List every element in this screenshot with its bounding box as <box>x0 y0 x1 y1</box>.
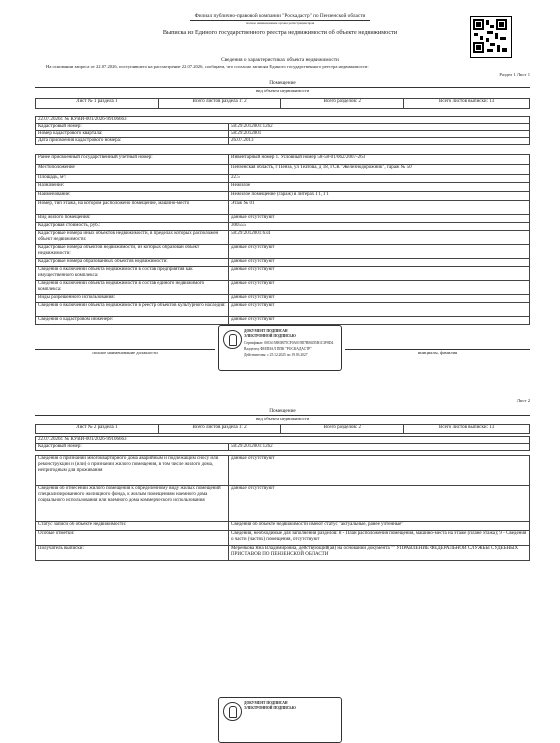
total-extract-sheets: Всего листов выписки: 13 <box>404 425 530 434</box>
stamp-title-2: ЭЛЕКТРОННОЙ ПОДПИСЬЮ <box>244 334 296 338</box>
total-extract-sheets: Всего листов выписки: 13 <box>404 99 530 109</box>
table-row-value: 300555 <box>229 223 530 231</box>
stamp-validity: Действителен: с 25.12.2025 по 19.03.2027 <box>244 353 308 357</box>
table-row-value: данные отсутствуют <box>229 456 530 486</box>
table-row-label: Сведения о кадастровом инженере: <box>36 317 229 325</box>
document-id-table <box>35 116 530 145</box>
characteristics-table <box>35 154 530 325</box>
table-row-value: Нежилое помещение (гараж) в литерах Г1, Г1 <box>229 192 530 201</box>
table-row-label: Кадастровый номер: <box>36 444 229 451</box>
table-row-value: Сведения об объекте недвижимости имеют статус "актуальные, ранее учтенные" <box>229 522 530 531</box>
table-row-label: Кадастровый номер: <box>36 124 229 131</box>
stamp-title-2: ЭЛЕКТРОННОЙ ПОДПИСЬЮ <box>244 706 296 710</box>
total-sections: Всего разделов: 2 <box>281 99 404 109</box>
section-sheet-label: Раздел 1 Лист 1 <box>499 72 530 77</box>
signature-position-caption: полное наименование должности <box>92 350 158 355</box>
electronic-signature-stamp <box>218 325 342 371</box>
table-row-value: данные отсутствуют <box>229 486 530 522</box>
emblem-icon <box>223 702 242 721</box>
electronic-signature-stamp-2 <box>218 697 342 743</box>
registry-org-caption: полное наименование органа регистрации прав <box>245 21 315 25</box>
table-row-value: данные отсутствуют <box>229 295 530 303</box>
object-type: Помещение <box>269 80 296 86</box>
registry-org-name: Филиал публично-правовой компании "Роскадастр" по Пензенской области <box>194 13 366 19</box>
sheet-info-table <box>35 98 530 109</box>
table-row-label: Сведения о признании многоквартирного дома аварийным и подлежащим сносу или реконструкции и (или) о признании жилого помещения, в том числе жилого дома, непригодным для проживания <box>36 456 229 486</box>
table-row-label: Кадастровые номера образованных объектов недвижимости: <box>36 259 229 267</box>
table-row-label: Кадастровая стоимость, руб.: <box>36 223 229 231</box>
table-row-label: Сведения о включении объекта недвижимости в состав единого недвижимого комплекса: <box>36 281 229 295</box>
table-row-label: Сведения об отнесении жилого помещения к определенному виду жилых помещений специализированного жилищного фонда, к жилым помещениям наемного дома социального использования или наемного дома коммерческого использования <box>36 486 229 522</box>
signature-name-caption: инициалы, фамилия <box>417 350 458 355</box>
sheet-info-table-2 <box>35 424 530 434</box>
table-row-value: 58:29:2012001:1262 <box>229 444 530 451</box>
table-row-value: Пензенская область, г Пенза, ул Театова, д 18, ГСК "Железнодорожник", гараж № 50 <box>229 165 530 175</box>
table-row-label: Кадастровые номера объектов недвижимости, из которых образован объект недвижимости: <box>36 245 229 259</box>
emblem-icon <box>223 330 242 349</box>
object-type-caption-2: вид объекта недвижимости <box>255 416 310 421</box>
table-row-label: Виды разрешенного использования: <box>36 295 229 303</box>
table-row-value: данные отсутствуют <box>229 281 530 295</box>
table-row-value: данные отсутствуют <box>229 267 530 281</box>
total-sections: Всего разделов: 2 <box>281 425 404 434</box>
stamp-certificate: Сертификат: 00С6158E0B75CF0A019D7BE6D5B1C3F8D4 <box>244 341 334 345</box>
page-2-label: Лист 2 <box>516 398 530 403</box>
document-id: 22.07.2026г. № КУВИ-001/2026-99106663 <box>36 117 530 124</box>
table-row-value: Этаж № 01 <box>229 201 530 215</box>
qr-code-icon <box>470 16 512 58</box>
table-row-value: данные отсутствуют <box>229 317 530 325</box>
table-row-value: Нежилое <box>229 183 530 192</box>
table-row-label: Номер кадастрового квартала: <box>36 131 229 138</box>
table-row-label: Ранее присвоенный государственный учетный номер: <box>36 155 229 165</box>
document-id: 22.07.2026г. № КУВИ-001/2026-99106663 <box>36 437 530 444</box>
characteristics-table-2 <box>35 455 530 561</box>
table-row-label: Площадь, м²: <box>36 175 229 183</box>
stamp-owner: Владелец: ФИЛИАЛ ППК "РОСКАДАСТР" <box>244 347 312 351</box>
sheet-number: Лист № 1 раздела 1 <box>36 99 159 109</box>
request-statement: На основании запроса от 22.07.2026, поступившего на рассмотрение 22.07.2026, сообщаем, что согласно записям Единого государственного реестра недвижимости: <box>46 64 369 69</box>
table-row-value: Меренкова Яна Владимировна, действующий(ая) на основании документа "" УПРАВЛЕНИЕ ФЕДЕРАЛЬНОЙ СЛУЖБЫ СУДЕБНЫХ ПРИСТАВОВ ПО ПЕНЗЕНСКОЙ ОБЛАСТИ <box>229 546 530 561</box>
object-type-caption: вид объекта недвижимости <box>255 88 310 93</box>
table-row-value: 58:29:2012001:634 <box>229 231 530 245</box>
table-row-label: Номер, тип этажа, на котором расположено помещение, машино-место <box>36 201 229 215</box>
stamp-title: ДОКУМЕНТ ПОДПИСАН <box>244 329 288 333</box>
table-row-label: Кадастровые номера иных объектов недвижимости, в пределах которых расположен объект недвижимости: <box>36 231 229 245</box>
table-row-label: Сведения о включении объекта недвижимости в состав предприятия как имущественного комплекса: <box>36 267 229 281</box>
table-row-label: Вид жилого помещения: <box>36 215 229 223</box>
table-row-label: Получатель выписки: <box>36 546 229 561</box>
table-row-label: Дата присвоения кадастрового номера: <box>36 138 229 145</box>
table-row-value: Инвентарный номер 1. Условный номер 58-58-01/062/2007-263 <box>229 155 530 165</box>
object-type-2: Помещение <box>269 408 296 414</box>
table-row-label: Статус записи об объекте недвижимости: <box>36 522 229 531</box>
table-row-value: данные отсутствуют <box>229 245 530 259</box>
table-row-value: 22.5 <box>229 175 530 183</box>
sheet-number: Лист № 2 раздела 1 <box>36 425 159 434</box>
total-section-sheets: Всего листов раздела 1: 2 <box>158 425 281 434</box>
table-row-value: 58:29:2012001:1262 <box>229 124 530 131</box>
table-row-label: Наименование: <box>36 192 229 201</box>
table-row-label: Особые отметки: <box>36 531 229 546</box>
table-row-value: данные отсутствуют <box>229 259 530 267</box>
document-title: Выписка из Единого государственного реестра недвижимости об объекте недвижимости <box>162 29 398 36</box>
table-row-value: данные отсутствуют <box>229 215 530 223</box>
table-row-value: данные отсутствуют <box>229 303 530 317</box>
table-row-value: Сведения, необходимые для заполнения разделов: 8 - План расположения помещения, машино-места на этаже (плане этажа); 9 - Сведения о части (частях) помещения, отсутствуют <box>229 531 530 546</box>
table-row-value: 58:29:2012001 <box>229 131 530 138</box>
table-row-label: Сведения о включении объекта недвижимости в реестр объектов культурного наследия: <box>36 303 229 317</box>
document-id-table-2 <box>35 436 530 451</box>
table-row-value: 26.07.2013 <box>229 138 530 145</box>
table-row-label: Местоположение <box>36 165 229 175</box>
document-subtitle: Сведения о характеристиках объекта недвижимости <box>221 57 339 63</box>
stamp-title: ДОКУМЕНТ ПОДПИСАН <box>244 701 288 705</box>
table-row-label: Назначение: <box>36 183 229 192</box>
total-section-sheets: Всего листов раздела 1: 2 <box>158 99 281 109</box>
